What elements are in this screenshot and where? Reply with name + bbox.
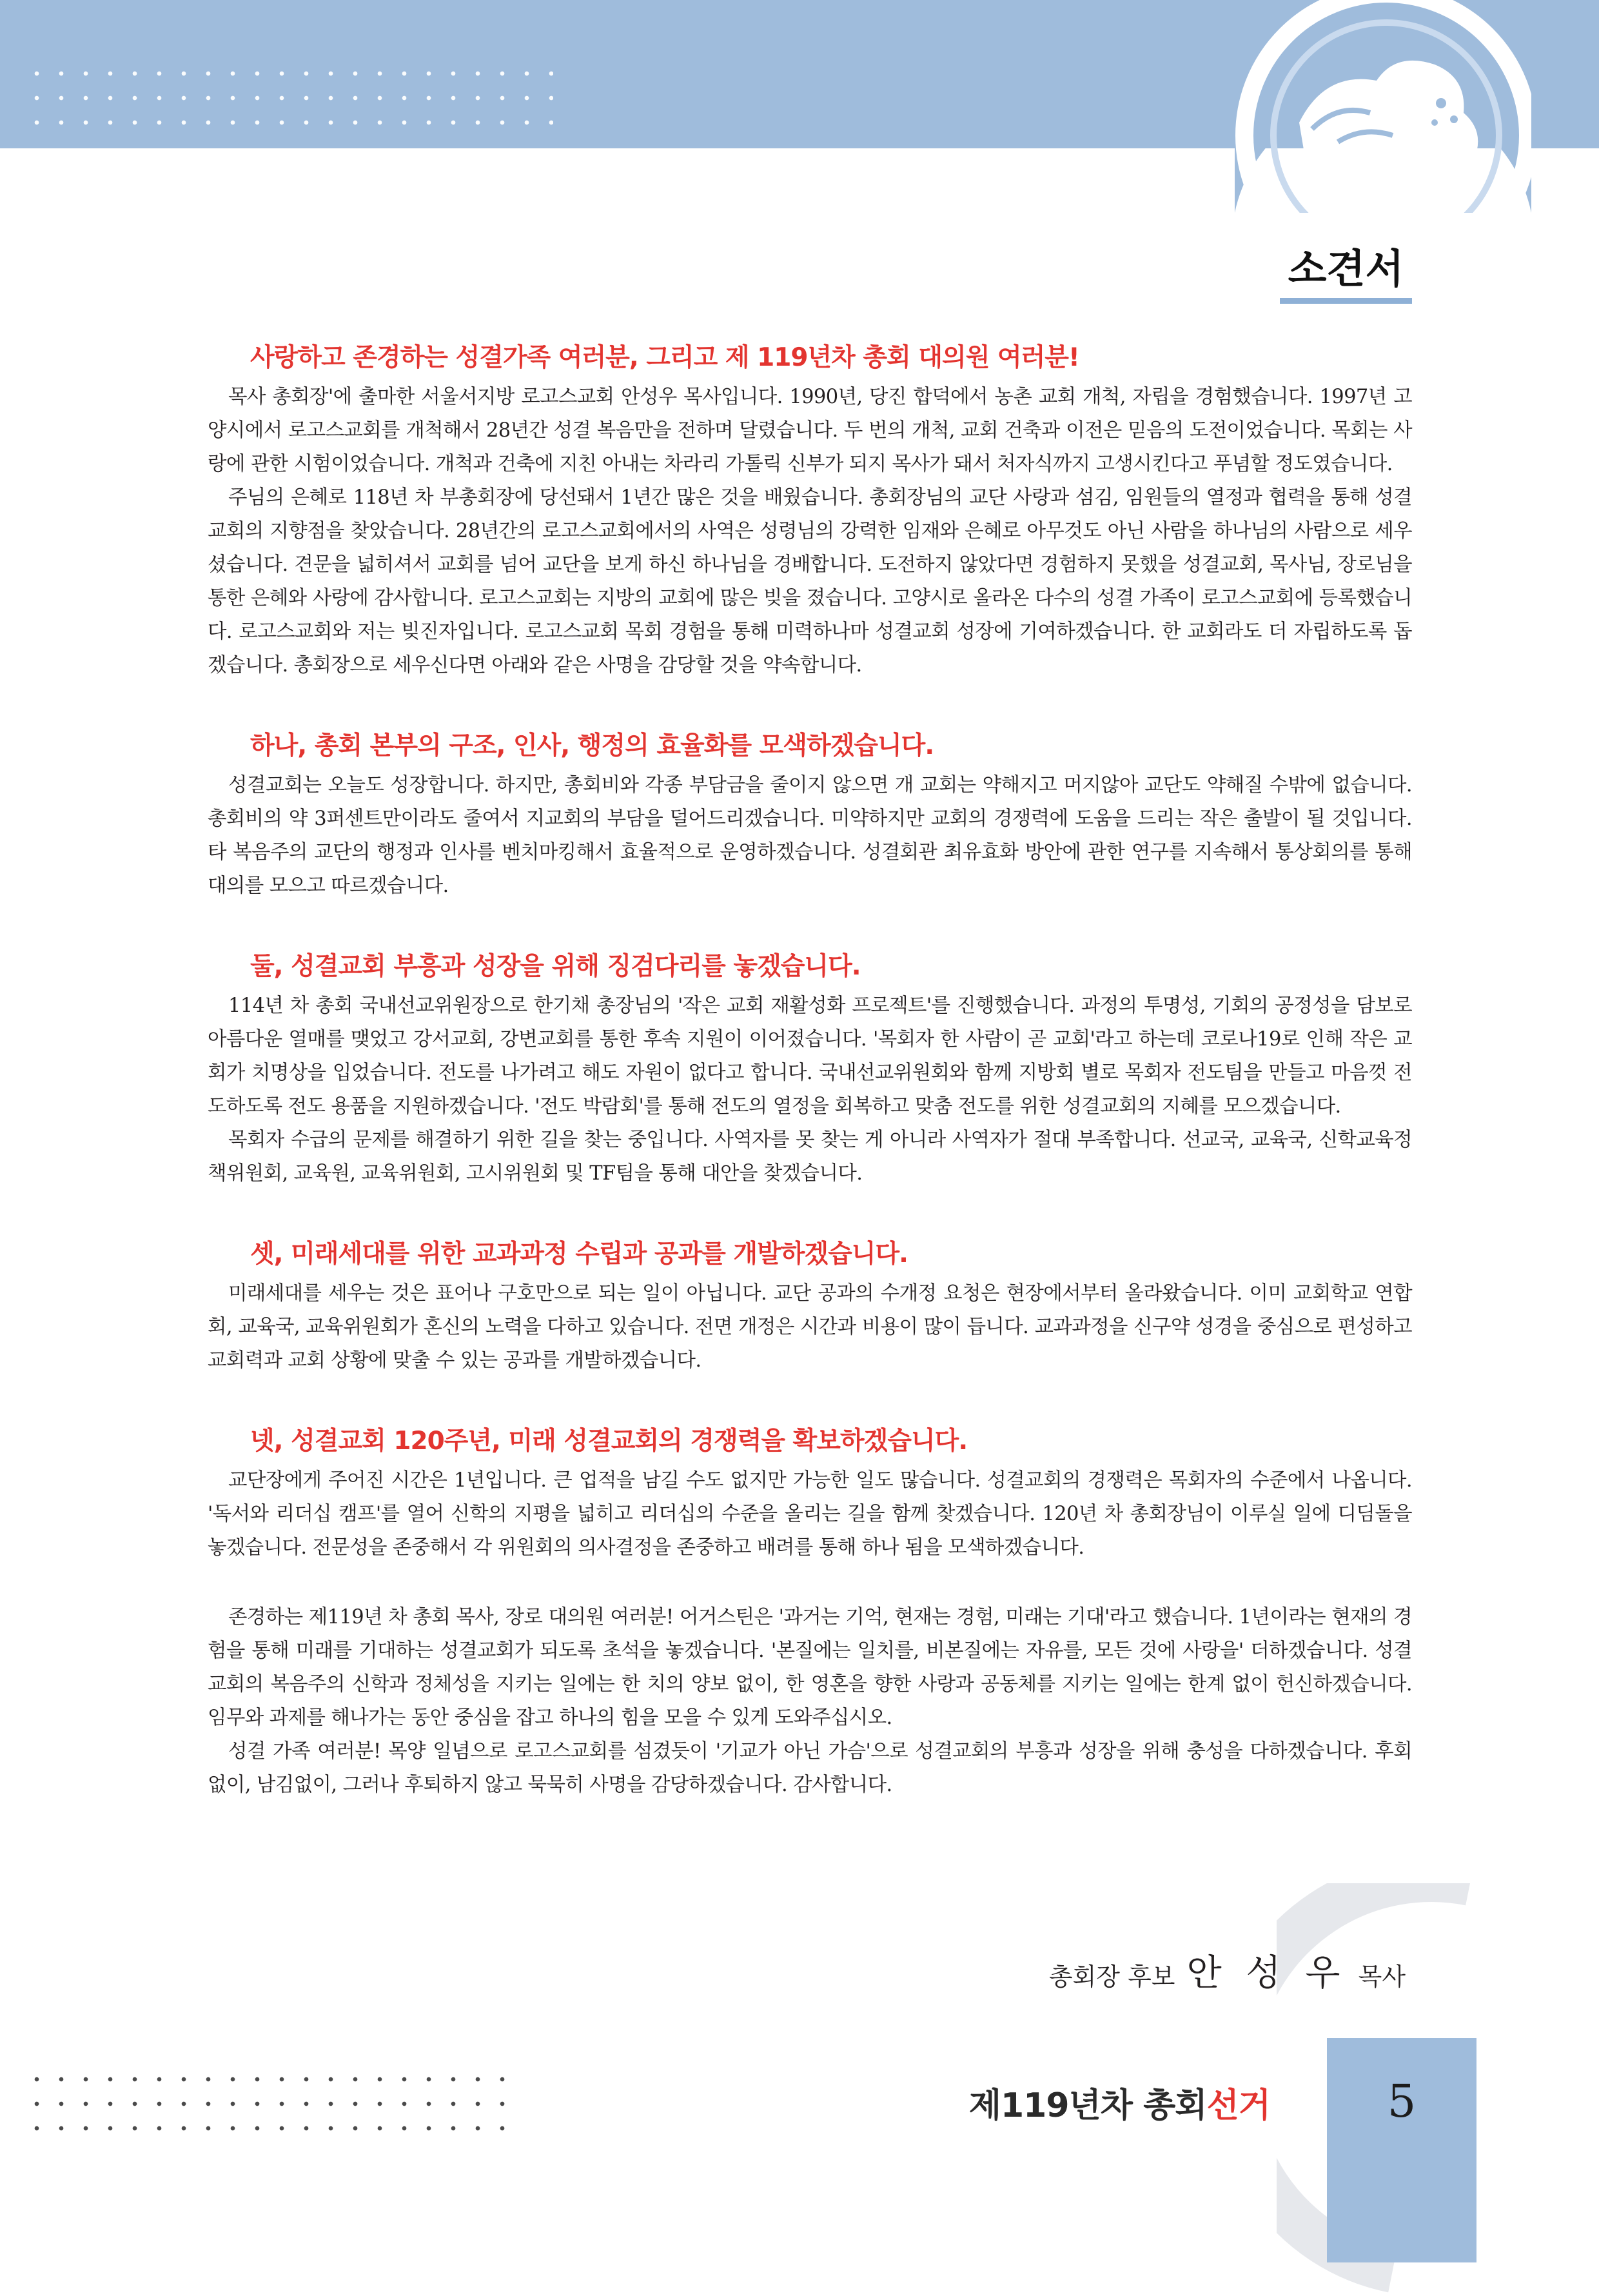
section-4-heading: 넷, 성결교회 120주년, 미래 성결교회의 경쟁력을 확보하겠습니다.: [250, 1427, 968, 1456]
flower-emblem-icon: [1228, 0, 1531, 213]
closing-paragraph-1: 존경하는 제119년 차 총회 목사, 장로 대의원 여러분! 어거스틴은 '과거는 기억, 현재는 경험, 미래는 기대'라고 했습니다. 1년이라는 현재의 경험을 통해 미래를 기대하는 성결교회가 되도록 초석을 놓겠습니다. '본질에는 일치를, 비본질에는 자유를, 모든 것에 사랑을' 더하겠습니다. 성결교회의 복음주의 신학과 정체성을 지키는 일에는 한 치의 양보 없이, 한 영혼을 향한 사랑과 공동체를 지키는 일에는 한계 없이 헌신하겠습니다. 임무와 과제를 해나가는 동안 중심을 잡고 하나의 힘을 모을 수 있게 도와주십시오.: [208, 1606, 1412, 1729]
section-4-paragraph: 교단장에게 주어진 시간은 1년입니다. 큰 업적을 남길 수도 없지만 가능한 일도 많습니다. 성결교회의 경쟁력은 목회자의 수준에서 나옵니다. '독서와 리더십 캠프'를 열어 신학의 지평을 넓히고 리더십의 수준을 올리는 길을 함께 찾겠습니다. 120년 차 총회장님이 이루실 일에 디딤돌을 놓겠습니다. 전문성을 존중해서 각 위원회의 의사결정을 존중하고 배려를 통해 하나 됨을 모색하겠습니다.: [208, 1469, 1412, 1559]
section-2-paragraph-2: 목회자 수급의 문제를 해결하기 위한 길을 찾는 중입니다. 사역자를 못 찾는 게 아니라 사역자가 절대 부족합니다. 선교국, 교육국, 신학교육정책위원회, 교육원, 교육위원회, 고시위원회 및 TF팀을 통해 대안을 찾겠습니다.: [208, 1129, 1412, 1185]
section-3-paragraph: 미래세대를 세우는 것은 표어나 구호만으로 되는 일이 아닙니다. 교단 공과의 수개정 요청은 현장에서부터 올라왔습니다. 이미 교회학교 연합회, 교육국, 교육위원회가 혼신의 노력을 다하고 있습니다. 전면 개정은 시간과 비용이 많이 듭니다. 교과과정을 신구약 성경을 중심으로 편성하고 교회력과 교회 상황에 맞출 수 있는 공과를 개발하겠습니다.: [208, 1282, 1412, 1372]
intro-paragraph-2: 주님의 은혜로 118년 차 부총회장에 당선돼서 1년간 많은 것을 배웠습니다. 총회장님의 교단 사랑과 섬김, 임원들의 열정과 협력을 통해 성결교회의 지향점을 찾았습니다. 28년간의 로고스교회에서의 사역은 성령님의 강력한 임재와 은혜로 아무것도 아닌 사람을 하나님의 사람으로 세우셨습니다. 견문을 넓히셔서 교회를 넘어 교단을 보게 하신 하나님을 경배합니다. 도전하지 않았다면 경험하지 못했을 성결교회, 목사님, 장로님을 통한 은혜와 사랑에 감사합니다. 로고스교회는 지방의 교회에 많은 빚을 졌습니다. 고양시로 올라온 다수의 성결 가족이 로고스교회에 등록했습니다. 로고스교회와 저는 빚진자입니다. 로고스교회 목회 경험을 통해 미력하나마 성결교회 성장에 기여하겠습니다. 한 교회라도 더 자립하도록 돕겠습니다. 총회장으로 세우신다면 아래와 같은 사명을 감당할 것을 약속합니다.: [208, 486, 1412, 677]
signature-prefix: 총회장 후보: [1048, 1963, 1175, 1991]
signature: [1019, 1948, 1406, 1999]
section-2-paragraph-1: 114년 차 총회 국내선교위원장으로 한기채 총장님의 '작은 교회 재활성화 프로젝트'를 진행했습니다. 과정의 투명성, 기회의 공정성을 담보로 아름다운 열매를 맺었고 강서교회, 강변교회를 통한 후속 지원이 이어졌습니다. '목회자 한 사람이 곧 교회'라고 하는데 코로나19로 인해 작은 교회가 치명상을 입었습니다. 전도를 나가려고 해도 자원이 없다고 합니다. 국내선교위원회와 함께 지방회 별로 목회자 전도팀을 만들고 마음껏 전도하도록 전도 용품을 지원하겠습니다. '전도 박람회'를 통해 전도의 열정을 회복하고 맞춤 전도를 위한 성결교회의 지혜를 모으겠습니다.: [208, 995, 1412, 1118]
intro-heading: 사랑하고 존경하는 성결가족 여러분, 그리고 제 119년차 총회 대의원 여러분!: [250, 343, 1079, 372]
top-dot-pattern: [25, 61, 553, 132]
section-3-heading: 셋, 미래세대를 위한 교과과정 수립과 공과를 개발하겠습니다.: [250, 1240, 908, 1269]
section-tag: [1280, 240, 1412, 301]
bottom-dot-pattern: [25, 2067, 515, 2144]
closing-paragraph-2: 성결 가족 여러분! 목양 일념으로 로고스교회를 섬겼듯이 '기교가 아닌 가슴'으로 성결교회의 부흥과 성장을 위해 충성을 다하겠습니다. 후회 없이, 남김없이, 그러나 후퇴하지 않고 묵묵히 사명을 감당하겠습니다. 감사합니다.: [208, 1740, 1412, 1796]
article-body: [208, 341, 1412, 1802]
footer-title: [858, 2080, 1270, 2132]
footer-title-main: 제119년차 총회: [968, 2086, 1207, 2125]
page-number: 5: [1387, 2075, 1417, 2128]
section-2-heading: 둘, 성결교회 부흥과 성장을 위해 징검다리를 놓겠습니다.: [250, 952, 861, 981]
section-tag-underline: [1280, 298, 1412, 304]
signature-name: 안 성 우: [1186, 1952, 1347, 1994]
section-1-paragraph: 성결교회는 오늘도 성장합니다. 하지만, 총회비와 각종 부담금을 줄이지 않으면 개 교회는 약해지고 머지않아 교단도 약해질 수밖에 없습니다. 총회비의 약 3퍼센트만이라도 줄여서 지교회의 부담을 덜어드리겠습니다. 미약하지만 교회의 경쟁력에 도움을 드리는 작은 출발이 될 것입니다. 타 복음주의 교단의 행정과 인사를 벤치마킹해서 효율적으로 운영하겠습니다. 성결회관 최유효화 방안에 관한 연구를 지속해서 통상회의를 통해 대의를 모으고 따르겠습니다.: [208, 774, 1412, 897]
intro-paragraph-1: 목사 총회장'에 출마한 서울서지방 로고스교회 안성우 목사입니다. 1990년, 당진 합덕에서 농촌 교회 개척, 자립을 경험했습니다. 1997년 고양시에서 로고스교회를 개척해서 28년간 성결 복음만을 전하며 달렸습니다. 두 번의 개척, 교회 건축과 이전은 믿음의 도전이었습니다. 목회는 사랑에 관한 시험이었습니다. 개척과 건축에 지친 아내는 차라리 가톨릭 신부가 되지 목사가 돼서 처자식까지 고생시킨다고 푸념할 정도였습니다.: [208, 386, 1412, 475]
section-tag-label: 소견서: [1288, 245, 1404, 292]
footer-title-accent: 선거: [1206, 2086, 1270, 2125]
page-number-box: [1327, 2038, 1476, 2262]
signature-suffix: 목사: [1358, 1963, 1406, 1991]
section-1-heading: 하나, 총회 본부의 구조, 인사, 행정의 효율화를 모색하겠습니다.: [250, 731, 934, 760]
